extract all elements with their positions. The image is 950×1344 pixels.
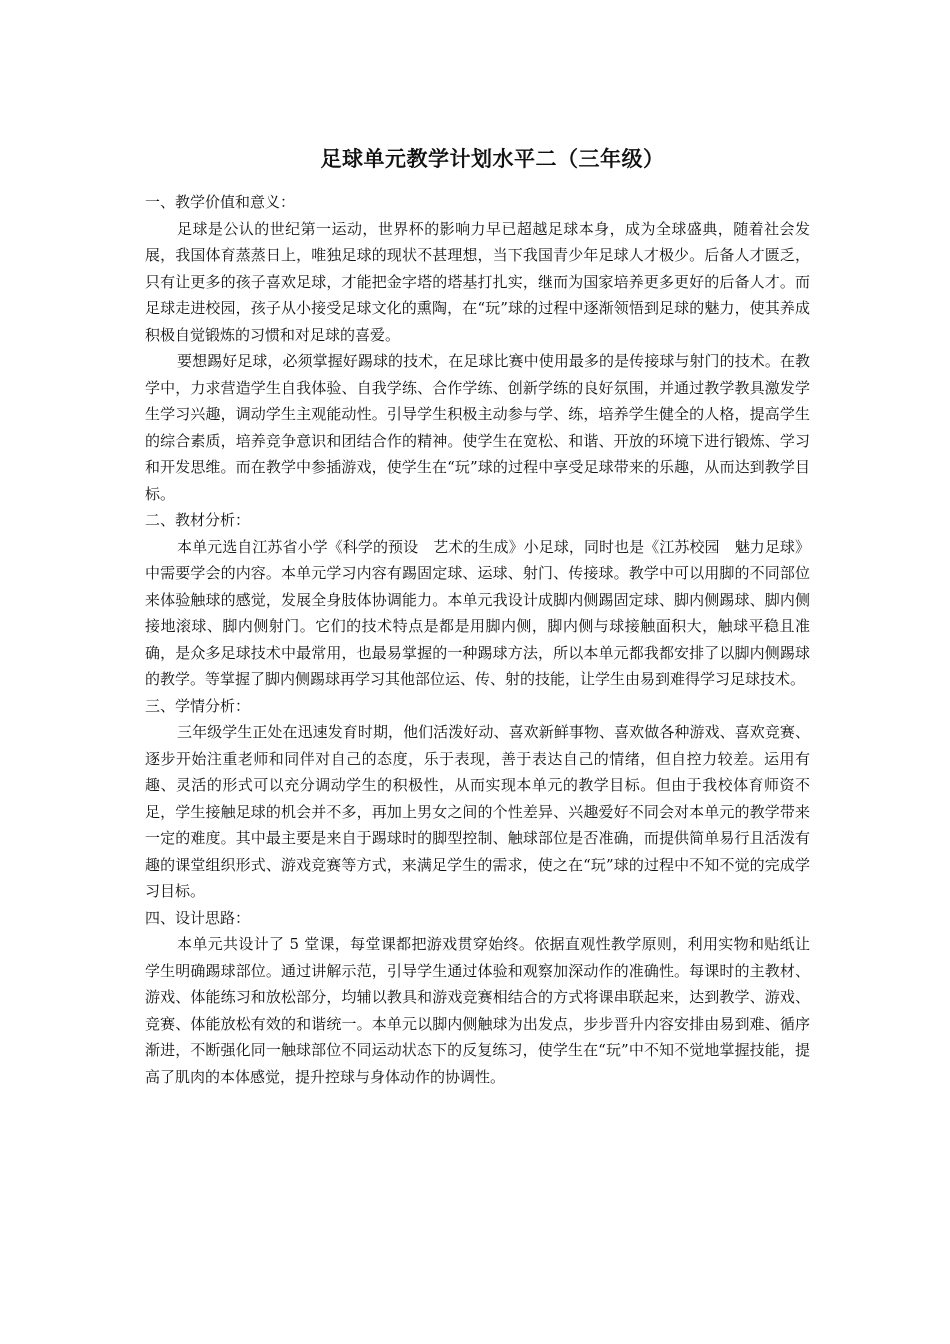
paragraph: 要想踢好足球，必须掌握好踢球的技术，在足球比赛中使用最多的是传接球与射门的技术。在教学中，力求营造学生自我体验、自我学练、合作学练、创新学练的良好氛围，并通过教学教具激发学生学习兴趣，调动学生主观能动性。引导学生积极主动参与学、练，培养学生健全的人格，提高学生的综合素质，培养竞争意识和团结合作的精神。使学生在宽松、和谐、开放的环境下进行锻炼、学习和开发思维。而在教学中参插游戏，使学生在“玩”球的过程中享受足球带来的乐趣，从而达到教学目标。 — [145, 352, 810, 503]
section-value-significance — [145, 189, 810, 507]
section-heading: 二、教材分析： — [145, 511, 251, 529]
paragraph: 本单元选自江苏省小学《科学的预设 艺术的生成》小足球，同时也是《江苏校园 魅力足球》中需要学会的内容。本单元学习内容有踢固定球、运球、射门、传接球。教学中可以用脚的不同部位来体验触球的感觉，发展全身肢体协调能力。本单元我设计成脚内侧踢固定球、脚内侧踢球、脚内侧接地滚球、脚内侧射门。它们的技术特点是都是用脚内侧，脚内侧与球接触面积大，触球平稳且准确，是众多足球技术中最常用，也最易掌握的一种踢球方法，所以本单元都我都安排了以脚内侧踢球的教学。等掌握了脚内侧踢球再学习其他部位运、传、射的技能，让学生由易到难得学习足球技术。 — [145, 537, 810, 688]
paragraph: 本单元共设计了 5 堂课，每堂课都把游戏贯穿始终。依据直观性教学原则，利用实物和贴纸让学生明确踢球部位。通过讲解示范，引导学生通过体验和观察加深动作的准确性。每课时的主教材、游戏、体能练习和放松部分，均辅以教具和游戏竞赛相结合的方式将课串联起来，达到教学、游戏、竞赛、体能放松有效的和谐统一。本单元以脚内侧触球为出发点，步步晋升内容安排由易到难、循序渐进，不断强化同一触球部位不同运动状态下的反复练习，使学生在“玩”中不知不觉地掌握技能，提高了肌肉的本体感觉，提升控球与身体动作的协调性。 — [145, 935, 810, 1086]
section-material-analysis — [145, 507, 810, 693]
section-student-analysis — [145, 693, 810, 905]
section-heading: 三、学情分析： — [145, 696, 251, 715]
paragraph: 三年级学生正处在迅速发育时期，他们活泼好动、喜欢新鲜事物、喜欢做各种游戏、喜欢竞赛、逐步开始注重老师和同伴对自己的态度，乐于表现，善于表达自己的情绪，但自控力较差。运用有趣、灵活的形式可以充分调动学生的积极性，从而实现本单元的教学目标。但由于我校体育师资不足，学生接触足球的机会并不多，再加上男女之间的个性差异、兴趣爱好不同会对本单元的教学带来一定的难度。其中最主要是来自于踢球时的脚型控制、触球部位是否准确，而提供简单易行且活泼有趣的课堂组织形式、游戏竞赛等方式，来满足学生的需求，使之在“玩”球的过程中不知不觉的完成学习目标。 — [145, 723, 810, 900]
page-title: 足球单元教学计划水平二（三年级） — [320, 146, 665, 171]
section-heading: 四、设计思路： — [145, 908, 251, 927]
section-design-idea — [145, 905, 810, 1091]
section-heading: 一、教学价值和意义： — [145, 193, 296, 211]
paragraph: 足球是公认的世纪第一运动，世界杯的影响力早已超越足球本身，成为全球盛典，随着社会发展，我国体育蒸蒸日上，唯独足球的现状不甚理想，当下我国青少年足球人才极少。后备人才匮乏，只有让更多的孩子喜欢足球，才能把金字塔的塔基打扎实，继而为国家培养更多更好的后备人才。而足球走进校园，孩子从小接受足球文化的熏陶，在“玩”球的过程中逐渐领悟到足球的魅力，使其养成积极自觉锻炼的习惯和对足球的喜爱。 — [145, 219, 810, 344]
document-page — [145, 143, 810, 1090]
